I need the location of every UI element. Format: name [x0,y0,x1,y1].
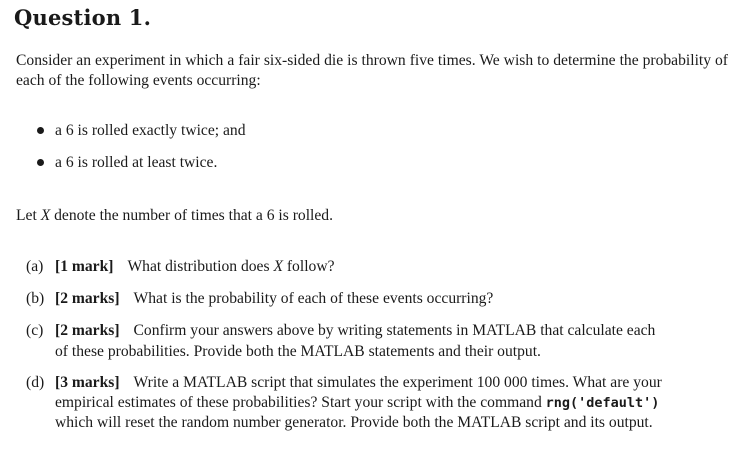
part-a-question [55,257,335,276]
part-a-text-before: What distribution does [127,258,274,275]
part-b-label: (b) [26,290,45,307]
part-d-question-line3: which will reset the random number generator. Provide both the MATLAB script and its output. [55,414,653,431]
part-d-question-line2 [55,393,659,413]
part-c-text-line1: Confirm your answers above by writing statements in MATLAB that calculate each [133,322,656,339]
bullet-item-at-least-twice: a 6 is rolled at least twice. [55,154,218,171]
part-d-question-line1 [55,373,662,392]
part-b-text: What is the probability of each of these events occurring? [133,290,494,307]
part-c-marks: [2 marks] [55,322,120,339]
definition-sentence [16,206,333,225]
question-heading: Question 1. [14,5,152,30]
part-a-variable: X [273,258,283,275]
part-a-marks: [1 mark] [55,258,114,275]
part-c-question-line1 [55,321,655,340]
bullet-dot [37,127,44,134]
intro-paragraph: Consider an experiment in which a fair six-sided die is thrown five times. We wish to determine the probability of each of the following events occurring: [16,52,728,89]
part-c-label: (c) [26,322,44,339]
part-c-question-line2: of these probabilities. Provide both the MATLAB statements and their output. [55,343,541,360]
part-d-marks: [3 marks] [55,374,120,391]
part-b-marks: [2 marks] [55,290,120,307]
part-b-question [55,289,493,308]
part-d-text-line1: Write a MATLAB script that simulates the experiment 100 000 times. What are your [133,374,662,391]
part-a-text-after: follow? [282,258,335,275]
definition-text-after: denote the number of times that a 6 is rolled. [50,207,334,224]
part-a-label: (a) [26,258,44,275]
part-d-label: (d) [26,374,45,391]
bullet-dot [37,159,44,166]
part-d-text-line2: empirical estimates of these probabilities? Start your script with the command [55,394,546,411]
bullet-item-exactly-twice: a 6 is rolled exactly twice; and [55,122,246,139]
variable-x: X [40,207,51,224]
definition-text-before: Let [16,207,41,224]
part-d-code-command: rng('default') [545,395,660,411]
